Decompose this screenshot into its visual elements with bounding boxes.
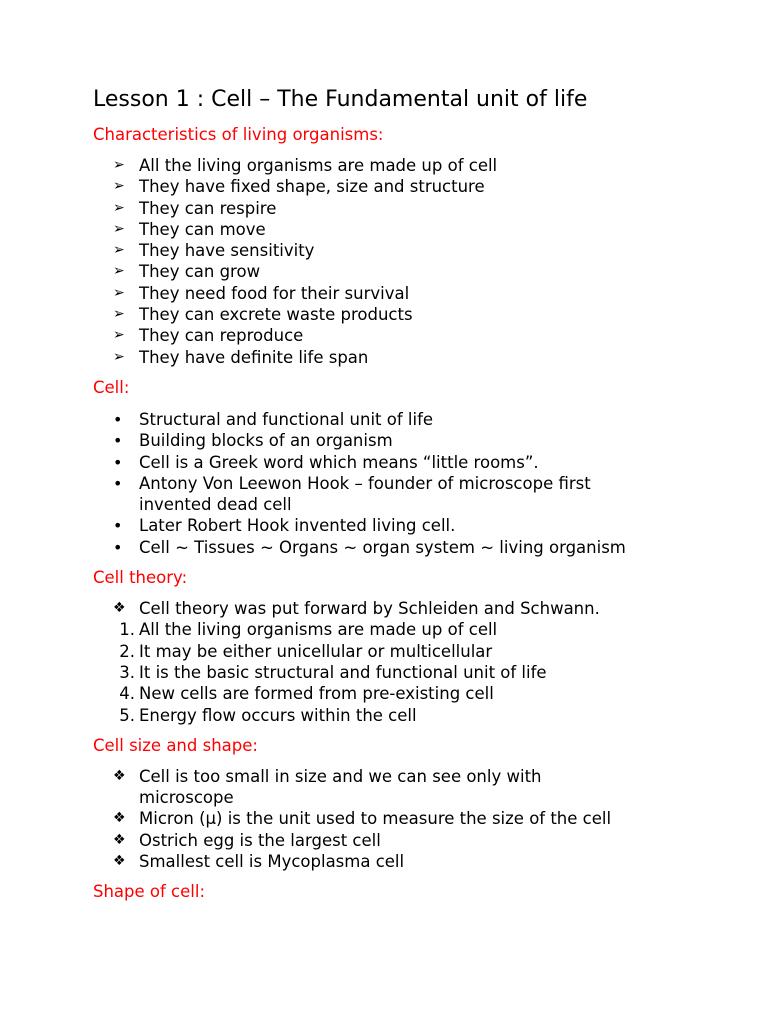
numbered-item: 2. It may be either unicellular or multicellular — [93, 641, 733, 662]
section-heading-cell: Cell: — [93, 377, 130, 397]
arrow-bullet-icon: ➢ — [113, 348, 125, 365]
bullet-dot-icon: • — [113, 409, 123, 429]
arrow-bullet-icon: ➢ — [113, 242, 125, 259]
list-item: ❖ Ostrich egg is the largest cell — [113, 830, 381, 850]
list-item: ➢ They can respire — [113, 198, 277, 218]
diamond-bullet-icon: ❖ — [113, 767, 126, 784]
diamond-bullet-icon: ❖ — [113, 831, 126, 848]
arrow-bullet-icon: ➢ — [113, 284, 125, 301]
bullet-dot-icon: • — [113, 537, 123, 557]
item-number: 2. — [119, 641, 135, 661]
section-heading-shape-of-cell: Shape of cell: — [93, 882, 206, 902]
item-number: 1. — [119, 620, 135, 640]
item-number: 4. — [119, 684, 135, 704]
list-item: ❖ Smallest cell is Mycoplasma cell — [113, 852, 405, 872]
list-item: ➢ They can excrete waste products — [113, 305, 413, 325]
list-item: ➢ They have definite life span — [113, 347, 369, 367]
arrow-bullet-icon: ➢ — [113, 220, 125, 237]
list-item: • Cell is a Greek word which means “little rooms”. — [113, 452, 539, 472]
arrow-bullet-icon: ➢ — [113, 157, 125, 173]
diamond-bullet-icon: ❖ — [113, 810, 126, 827]
cell-list — [93, 409, 733, 558]
cell-theory-list — [93, 598, 733, 726]
arrow-bullet-icon: ➢ — [113, 306, 125, 323]
list-item: • Structural and functional unit of life — [113, 409, 434, 429]
numbered-item: 5. Energy flow occurs within the cell — [93, 705, 733, 726]
list-item-continuation: invented dead cell — [139, 495, 292, 515]
characteristics-list — [93, 155, 733, 368]
list-item: ➢ They need food for their survival — [113, 283, 410, 303]
list-item: ➢ They can move — [113, 219, 266, 239]
arrow-bullet-icon: ➢ — [113, 327, 125, 344]
bullet-dot-icon: • — [113, 473, 123, 493]
bullet-dot-icon: • — [113, 431, 123, 451]
document-page — [93, 86, 733, 903]
numbered-item: 4. New cells are formed from pre-existing cell — [93, 683, 733, 704]
list-item: • Later Robert Hook invented living cell. — [113, 516, 456, 536]
list-item: ❖ Cell is too small in size and we can see only with — [113, 766, 542, 786]
list-item-continuation: microscope — [139, 788, 234, 808]
list-item: ❖ Cell theory was put forward by Schleiden and Schwann. — [113, 599, 600, 619]
diamond-bullet-icon: ❖ — [113, 600, 126, 617]
arrow-bullet-icon: ➢ — [113, 178, 125, 195]
page-title: Lesson 1 : Cell – The Fundamental unit of life — [93, 87, 588, 112]
list-item: ➢ They have sensitivity — [113, 241, 315, 261]
list-item: • Cell ~ Tissues ~ Organs ~ organ system ~ living organism — [113, 537, 626, 557]
arrow-bullet-icon: ➢ — [113, 199, 125, 216]
numbered-item: 1. All the living organisms are made up of cell — [93, 619, 733, 640]
arrow-bullet-icon: ➢ — [113, 263, 125, 280]
list-item: • Antony Von Leewon Hook – founder of microscope first — [113, 473, 591, 493]
list-item: ➢ All the living organisms are made up of cell — [113, 156, 498, 175]
diamond-bullet-icon: ❖ — [113, 853, 126, 870]
section-heading-characteristics: Characteristics of living organisms: — [93, 125, 384, 144]
list-item: ➢ They have fixed shape, size and structure — [113, 177, 485, 197]
bullet-dot-icon: • — [113, 516, 123, 536]
list-item: ❖ Micron (μ) is the unit used to measure the size of the cell — [113, 809, 612, 829]
bullet-dot-icon: • — [113, 452, 123, 472]
item-number: 5. — [119, 705, 135, 725]
size-shape-list — [93, 766, 733, 872]
section-heading-cell-theory: Cell theory: — [93, 568, 188, 588]
numbered-item: 3. It is the basic structural and functional unit of life — [93, 662, 733, 683]
section-heading-size-shape: Cell size and shape: — [93, 735, 258, 755]
list-item: ➢ They can reproduce — [113, 326, 304, 346]
list-item: ➢ They can grow — [113, 262, 261, 282]
item-number: 3. — [119, 662, 135, 682]
list-item: • Building blocks of an organism — [113, 431, 393, 451]
